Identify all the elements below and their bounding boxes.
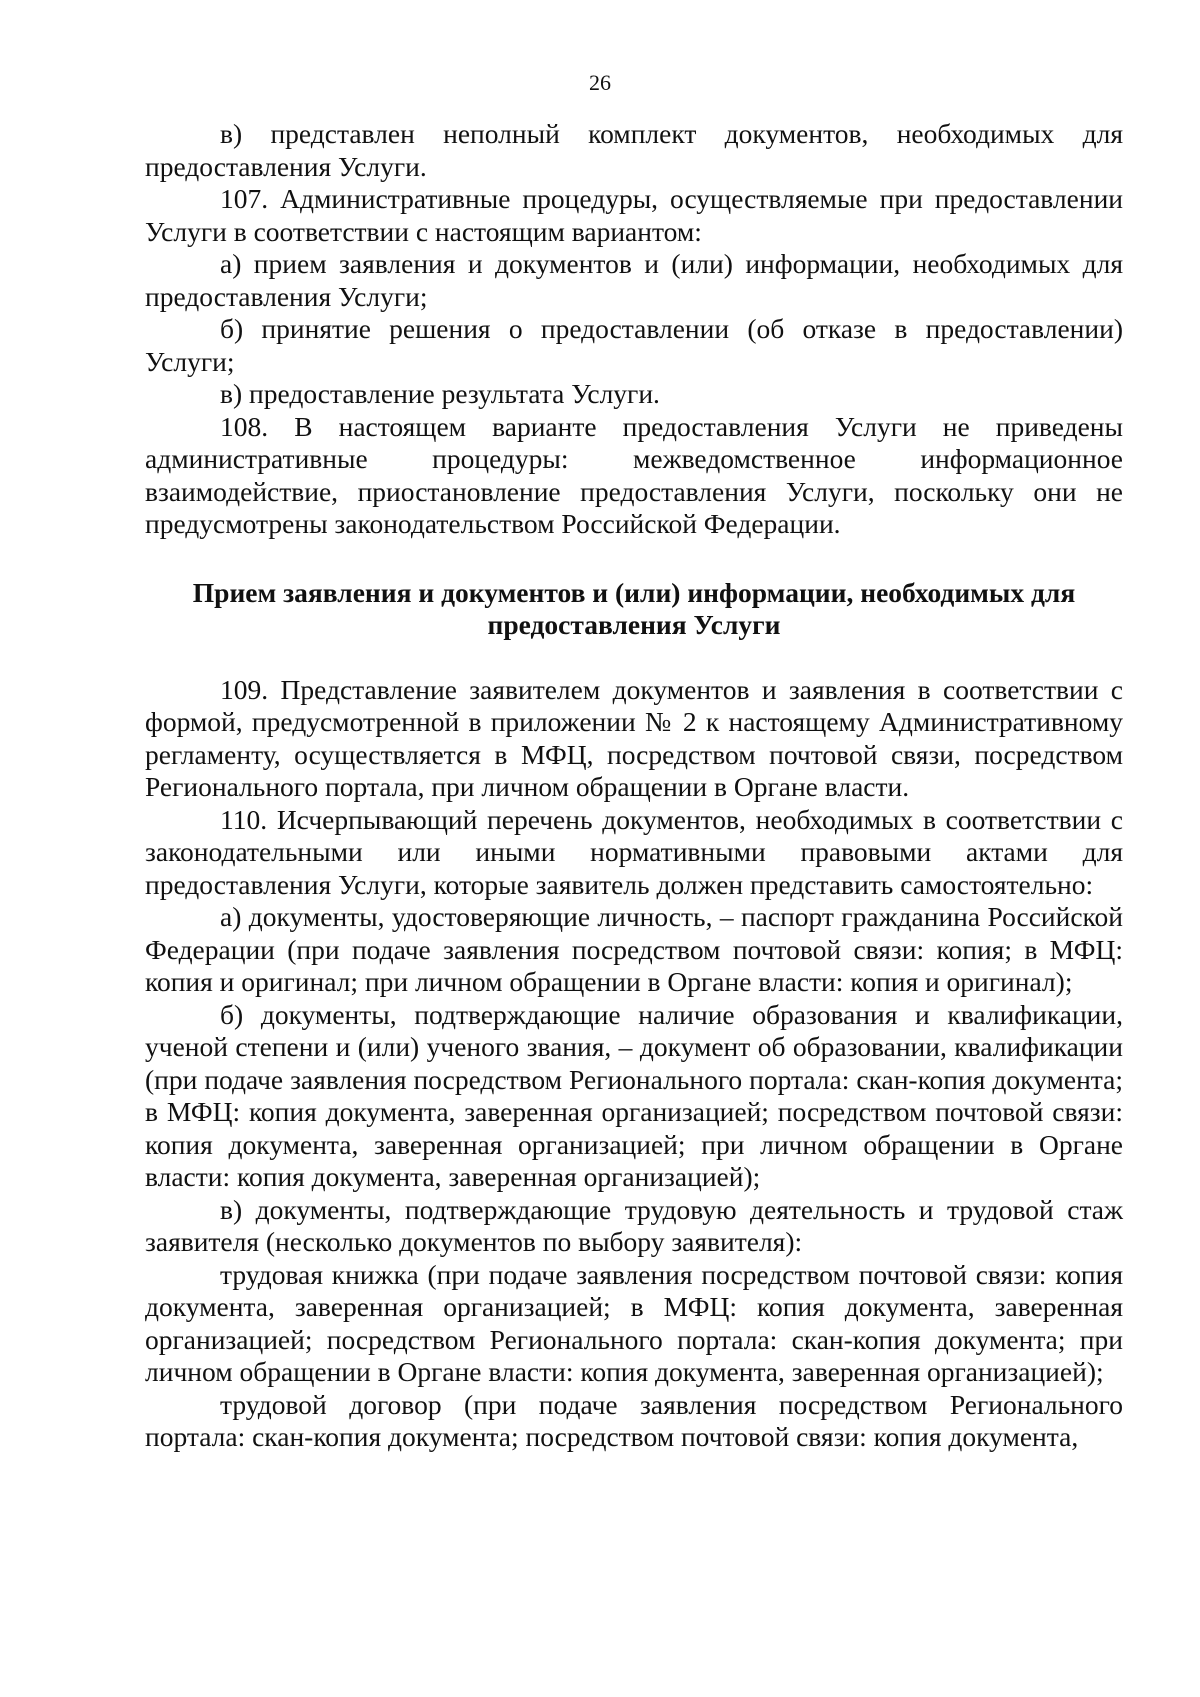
paragraph-item-v-incomplete-set: в) представлен неполный комплект документов, необходимых для предоставления Услуги. <box>145 118 1123 182</box>
document-body <box>145 118 1123 1454</box>
paragraph-108: 108. В настоящем варианте предоставления Услуги не приведены административные процедуры: межведомственное информационное взаимодействие, приостановление предоставления Услуги, поскольку они не предусмотрены законодательством Российской Федерации. <box>145 410 1123 539</box>
paragraph-110: 110. Исчерпывающий перечень документов, необходимых в соответствии с законодательными или иными нормативными правовыми актами для предоставления Услуги, которые заявитель должен представить самостоятельно: <box>145 803 1123 900</box>
paragraph-labor-contract: трудовой договор (при подаче заявления посредством Регионального портала: скан-копия документа; посредством почтовой связи: копия документа, <box>145 1388 1123 1452</box>
paragraph-110-a: а) документы, удостоверяющие личность, – паспорт гражданина Российской Федерации (при подаче заявления посредством почтовой связи: копия; в МФЦ: копия и оригинал; при личном обращении в Органе власти: копия и оригинал); <box>145 901 1123 997</box>
paragraph-109: 109. Представление заявителем документов и заявления в соответствии с формой, предусмотренной в приложении № 2 к настоящему Административному регламенту, осуществляется в МФЦ, посредством почтовой связи, посредством Регионального портала, при личном обращении в Органе власти. <box>145 673 1123 802</box>
section-heading: Прием заявления и документов и (или) информации, необходимых для предоставления Услуги <box>192 576 1076 640</box>
paragraph-labor-book: трудовая книжка (при подаче заявления посредством почтовой связи: копия документа, заверенная организацией; в МФЦ: копия документа, заверенная организацией; посредством Регионального портала: скан-копия документа; при личном обращении в Органе власти: копия документа, заверенная организацией); <box>145 1258 1123 1387</box>
paragraph-110-b: б) документы, подтверждающие наличие образования и квалификации, ученой степени и (или) ученого звания, – документ об образовании, квалификации (при подаче заявления посредством Регионального портала: скан-копия документа; в МФЦ: копия документа, заверенная организацией; посредством почтовой связи: копия документа, заверенная организацией; при личном обращении в Органе власти: копия документа, заверенная организацией); <box>145 998 1123 1192</box>
paragraph-110-v: в) документы, подтверждающие трудовую деятельность и трудовой стаж заявителя (несколько документов по выбору заявителя): <box>145 1193 1123 1257</box>
paragraph-107-b: б) принятие решения о предоставлении (об отказе в предоставлении) Услуги; <box>145 313 1123 377</box>
paragraph-107: 107. Административные процедуры, осуществляемые при предоставлении Услуги в соответствии с настоящим вариантом: <box>145 183 1123 247</box>
paragraph-107-v: в) предоставление результата Услуги. <box>220 378 660 409</box>
paragraph-107-a: а) прием заявления и документов и (или) информации, необходимых для предоставления Услуги; <box>145 248 1123 312</box>
page-number: 26 <box>589 70 611 95</box>
